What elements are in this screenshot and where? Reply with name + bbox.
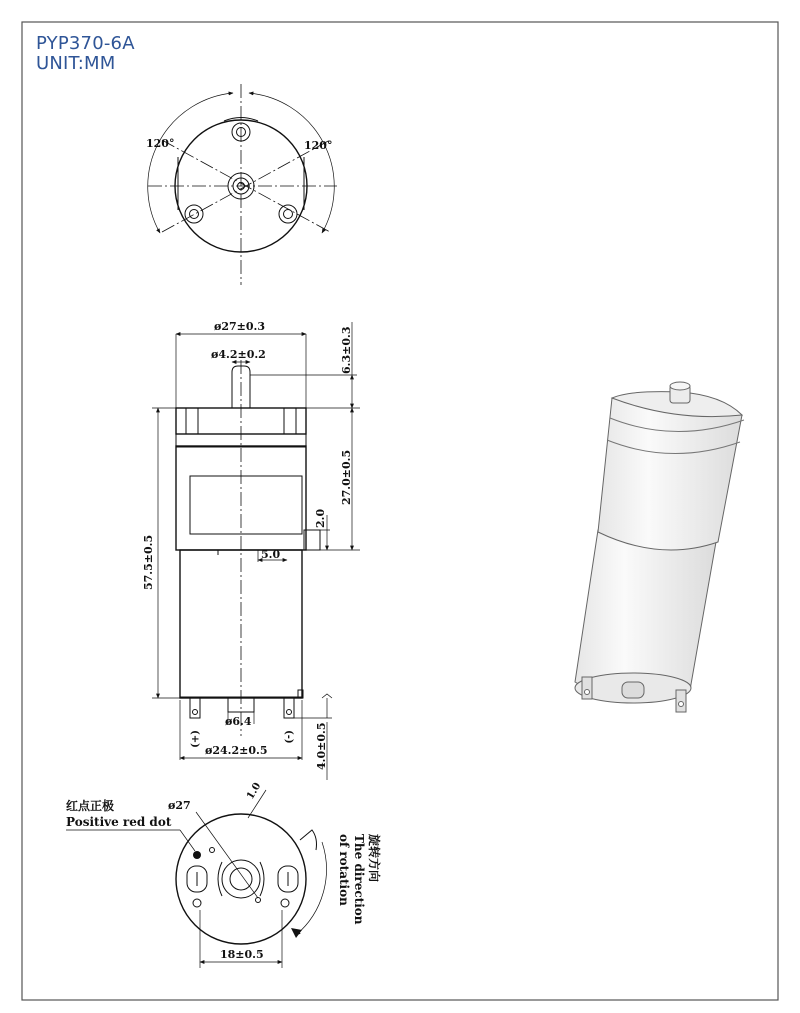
rotation-label-en-1: The direction [352,834,366,925]
dim-body-diameter: ø27±0.3 [214,320,265,333]
angle-left-label: 120° [146,137,175,150]
angle-right-label: 120° [304,139,333,152]
dim-terminal-length: 4.0±0.5 [315,722,328,770]
red-dot-marker [193,851,201,859]
dim-head-height: 27.0±0.5 [340,449,353,505]
top-view [146,84,337,285]
unit-label: UNIT:MM [36,53,116,74]
bottom-dim-gap: 1.0 [245,780,264,802]
dim-center-boss: ø6.4 [225,715,252,728]
positive-label-cn: 红点正极 [66,799,115,813]
dim-total-length: 57.5±0.5 [142,534,155,590]
dim-shaft-height: 6.3±0.3 [340,326,353,374]
side-view [142,320,360,780]
model-title: PYP370-6A [36,33,135,54]
dim-shaft-diameter: ø4.2±0.2 [211,348,266,361]
terminal-positive: (+) [189,730,200,748]
rotation-label-en-2: of rotation [337,834,351,906]
bottom-dim-diameter: ø27 [168,799,191,812]
pump-render [575,382,744,712]
bottom-dim-width: 18±0.5 [220,948,264,961]
dim-motor-diameter: ø24.2±0.5 [205,744,268,757]
terminal-negative: (-) [283,730,294,744]
rotation-label-cn: 旋转方向 [367,834,381,883]
dim-step: 2.0 [314,508,327,528]
positive-label-en: Positive red dot [66,815,172,829]
dim-tab: 5.0 [261,548,281,561]
bottom-view [66,781,382,968]
